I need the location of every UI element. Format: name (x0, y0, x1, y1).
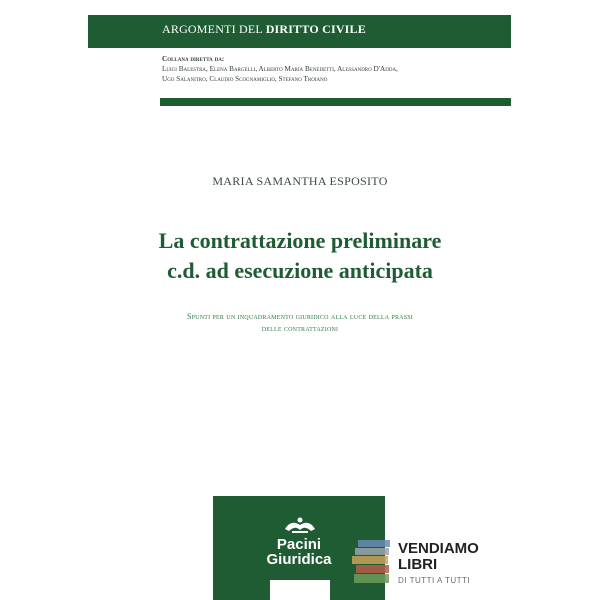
book-subtitle-line-2: delle contrattazioni (261, 324, 339, 333)
watermark-brand (398, 541, 479, 573)
series-editors-line-2: Ugo Salanitro, Claudio Scognamiglio, Stefano Troiano (162, 75, 328, 83)
series-title-bold: DIRITTO CIVILE (265, 22, 366, 36)
series-editors-label: Collana diretta da: (162, 55, 225, 63)
books-stack-icon (352, 540, 394, 584)
book-title (0, 226, 600, 286)
book-title-line-2: c.d. ad esecuzione anticipata (167, 258, 433, 283)
book-author: MARIA SAMANTHA ESPOSITO (212, 174, 388, 188)
publisher-name-line-2: Giuridica (266, 551, 332, 568)
watermark-tagline: DI TUTTI A TUTTI (398, 576, 471, 585)
book-title-line-1: La contrattazione preliminare (158, 228, 442, 253)
series-title-prefix: ARGOMENTI DEL (162, 22, 263, 36)
series-divider (160, 98, 511, 106)
series-editors (162, 54, 492, 84)
series-title (162, 22, 502, 37)
watermark-line-1: VENDIAMO (398, 540, 479, 557)
publisher-emblem-icon (283, 515, 317, 535)
publisher-notch (270, 580, 330, 600)
book-subtitle (0, 311, 600, 335)
book-subtitle-line-1: Spunti per un inquadramento giuridico alla luce della prassi (186, 312, 413, 321)
publisher-name-line-1: Pacini (276, 536, 322, 553)
watermark-line-2: LIBRI (398, 556, 438, 573)
series-editors-line-1: Luigi Balestra, Elena Bargelli, Alberto Maria Benedetti, Alessandro D'Adda, (162, 65, 398, 73)
